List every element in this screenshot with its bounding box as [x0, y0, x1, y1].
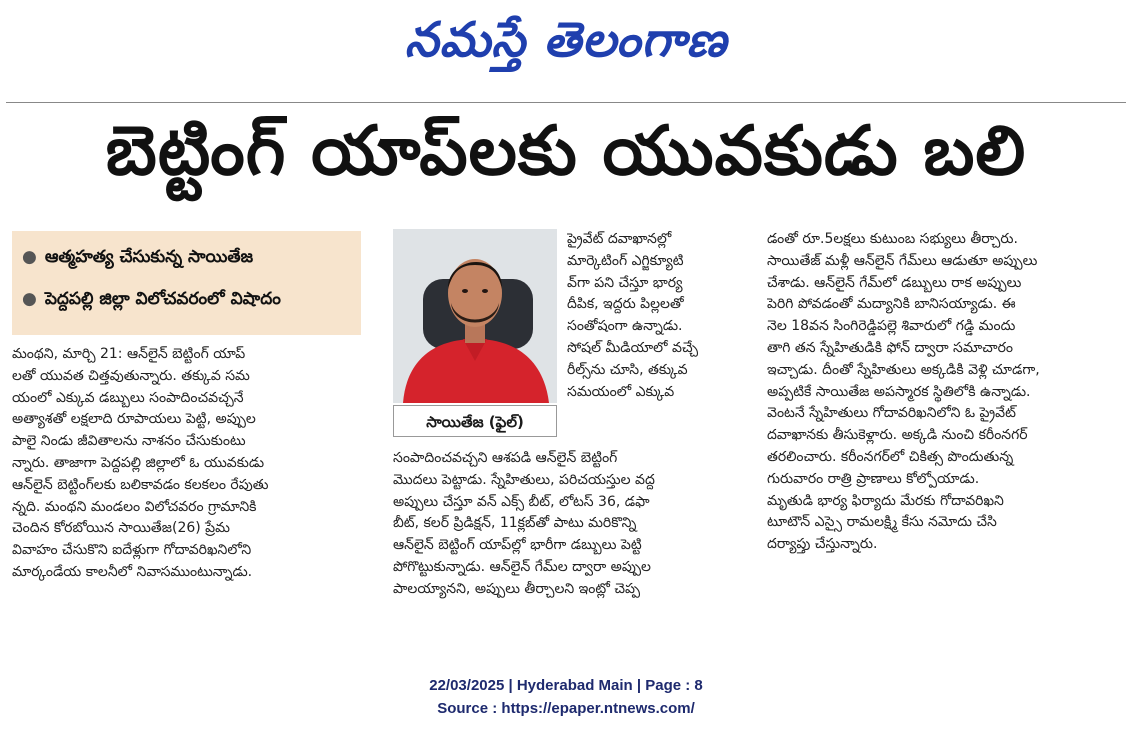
article-column-2-bottom — [393, 448, 751, 601]
footer-source-line: Source : https://epaper.ntnews.com/ — [437, 700, 695, 717]
person-photo-illustration — [393, 229, 557, 403]
article-line: పాలై నిండు జీవితాలను నాశనం చేసుకుంటు — [12, 433, 246, 450]
headline-text: బెట్టింగ్ యాప్‌లకు యువకుడు బలి — [105, 112, 1027, 191]
article-line: నెల 18వన సింగిరెడ్డిపల్లె శివారులో గడ్డి మందు — [767, 318, 1016, 335]
article-column-1 — [12, 344, 362, 584]
masthead-title: నమస్తే తెలంగాణ — [404, 12, 728, 68]
masthead-logo — [0, 4, 1132, 76]
article-line: రీల్స్‌ను చూసి, తక్కువ — [567, 361, 688, 378]
article-line: పాలయ్యానని, అప్పులు తీర్చాలని ఇంట్లో చెప్ప — [393, 580, 641, 597]
article-line: తరలించారు. కరీంనగర్‌లో చికిత్స పొందుతున్న — [767, 448, 1014, 465]
article-line: ఆన్‌లైన్ బెట్టింగ్‌లకు బలికావడం కలకలం రేపుతు — [12, 476, 269, 493]
article-line: అప్పటికే సాయితేజ అపస్మారక స్థితిలోకి ఉన్నాడు. — [767, 383, 1031, 400]
bullet-icon: ● — [22, 289, 37, 309]
article-line: మృతుడి భార్య ఫిర్యాదు మేరకు గోదావరిఖని — [767, 492, 1004, 509]
article-column-2-top — [567, 229, 750, 403]
article-line: మార్కండేయ కాలనీలో నివాసముంటున్నాడు. — [12, 563, 253, 580]
article-line: మంథని, మార్చి 21: ఆన్‌లైన్ బెట్టింగ్ యాప్ — [12, 346, 246, 362]
article-line: అప్పులు చేస్తూ వన్ ఎక్స్ బీట్, లోటస్ 36, డఫా — [393, 493, 650, 510]
article-line: టూటౌన్ ఎస్సై రామలక్ష్మి కేసు నమోదు చేసి — [767, 514, 997, 531]
photo-caption: సాయితేజ (ఫైల్) — [393, 405, 557, 437]
article-line: అత్యాశతో లక్షలాది రూపాయలు పెట్టి, అప్పుల — [12, 411, 256, 428]
bullet-icon: ● — [22, 247, 37, 267]
article-line: యంలో ఎక్కువ డబ్బులు సంపాదించవచ్చనే — [12, 389, 244, 406]
article-line: సంతోషంగా ఉన్నాడు. — [567, 318, 683, 335]
article-line: చేశాడు. ఆన్‌లైన్ గేమ్‌లో డబ్బులు రాక అప్పులు — [767, 274, 1022, 291]
article-line: దీపిక, ఇద్దరు పిల్లలతో — [567, 296, 684, 313]
headline — [0, 104, 1132, 200]
highlights-box — [12, 231, 361, 335]
article-line: మొదలు పెట్టాడు. స్నేహితులు, పరిచయస్తుల వద్ద — [393, 471, 655, 488]
article-line: దవాఖానకు తీసుకెళ్లారు. అక్కడి నుంచి కరీంనగర్ — [767, 427, 1028, 444]
article-column-3 — [767, 229, 1125, 556]
article-line: గురువారం రాత్రి ప్రాణాలు కోల్పోయాడు. — [767, 470, 980, 487]
article-line: సాయితేజ్ మళ్లీ ఆన్‌లైన్ గేమ్‌లు ఆడుతూ అప్పులు — [767, 252, 1038, 269]
article-line: బీట్, కలర్ ప్రిడిక్షన్, 11క్లబ్‌తో పాటు మరికొన్ని — [393, 515, 637, 532]
article-line: లతో యువత చిత్తవుతున్నారు. తక్కువ సమ — [12, 367, 250, 384]
article-line: న్నారు. తాజాగా పెద్దపల్లి జిల్లాలో ఓ యువకుడు — [12, 454, 265, 471]
article-line: న్నది. మంథని మండలం విలోచవరం గ్రామానికి — [12, 498, 257, 515]
article-line: చెందిన కోరబోయిన సాయితేజ(26) ప్రేమ — [12, 520, 230, 537]
article-line: సంపాదించవచ్చని ఆశపడి ఆన్‌లైన్ బెట్టింగ్ — [393, 450, 618, 466]
article-line: సోషల్ మీడియాలో వచ్చే — [567, 339, 699, 356]
article-line: ప్రైవేట్ దవాఖానల్లో — [567, 231, 672, 247]
article-line: పోగొట్టుకున్నాడు. ఆన్‌లైన్ గేమ్‌ల ద్వారా అప్పుల — [393, 558, 651, 575]
article-line: ఇచ్చాడు. దీంతో స్నేహితులు అక్కడికి వెళ్లి చూడగా, — [767, 361, 1040, 378]
footer-date-line: 22/03/2025 | Hyderabad Main | Page : 8 — [429, 677, 703, 694]
highlight-item: ● ఆత్మహత్య చేసుకున్న సాయితేజ — [22, 247, 254, 267]
article-line: ఆన్‌లైన్ బెట్టింగ్ యాప్‌ల్లో భారీగా డబ్బులు పెట్టి — [393, 537, 642, 554]
article-line: వెంటనే స్నేహితులు గోదావరిఖనిలోని ఓ ప్రైవేట్ — [767, 405, 1016, 422]
article-line: మార్కెటింగ్ ఎగ్జిక్యూటి — [567, 252, 684, 269]
article-line: పెరిగి పోవడంతో మద్యానికి బానిసయ్యాడు. ఈ — [767, 296, 1016, 313]
article-line: వ్‌గా పని చేస్తూ భార్య — [567, 274, 683, 291]
article-line: సమయంలో ఎక్కువ — [567, 383, 675, 400]
article-line: దర్యాప్తు చేస్తున్నారు. — [767, 536, 878, 553]
divider — [6, 102, 1126, 103]
highlight-item: ● పెద్దపల్లి జిల్లా విలోచవరంలో విషాదం — [22, 289, 281, 309]
article-line: తాగి తన స్నేహితుడికి ఫోన్ ద్వారా సమాచారం — [767, 339, 1013, 356]
article-line: డంతో రూ.5లక్షలు కుటుంబ సభ్యులు తీర్చారు. — [767, 231, 1018, 247]
article-line: వివాహం చేసుకొని ఐదేళ్లుగా గోదావరిఖనిలోని — [12, 542, 252, 559]
person-photo — [393, 229, 557, 403]
